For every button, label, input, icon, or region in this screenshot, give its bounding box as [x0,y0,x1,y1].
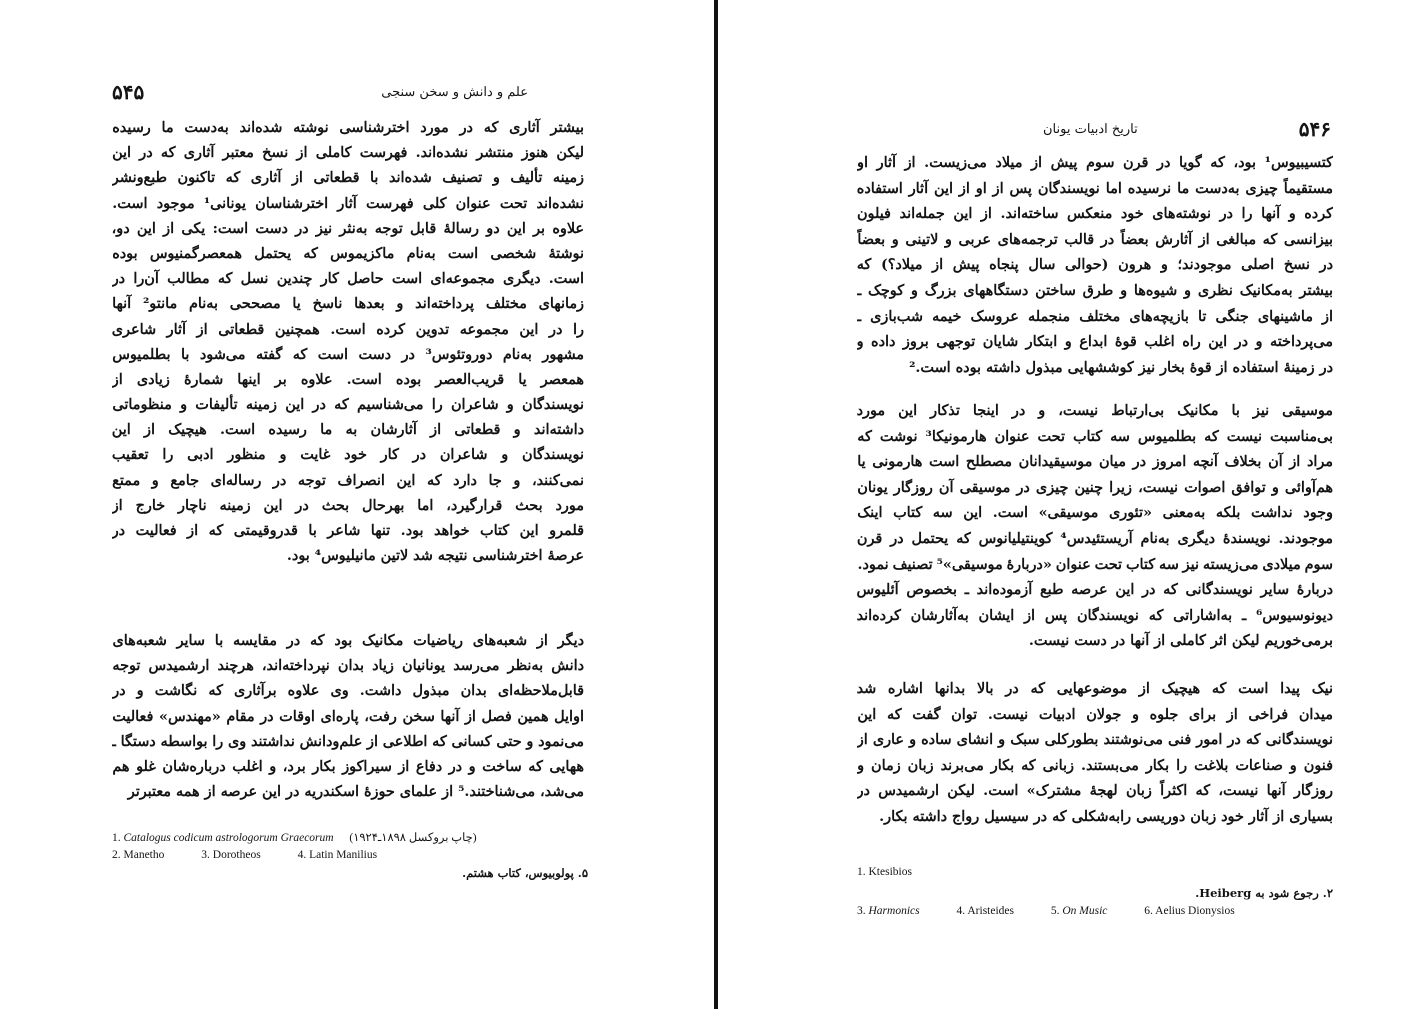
text-line: نویسندگان و شاعران در کار خود غایت و منظور ادبی را تعقیب [112,446,584,464]
right-paragraph-1 [857,150,1333,380]
footnote-latin-title: Catalogus codicum astrologorum Graecorum [123,832,334,844]
text-line: مستقیماً چیزی به‌دست ما نرسیده اما نویسندگان پس از او از این آثار استفاده [857,179,1333,197]
left-header [112,80,582,104]
text-line: وجود نداشت بلکه به‌معنی «تئوری موسیقی» است. این سه کتاب اینک [857,504,1333,522]
text-line: زمینه تألیف و تصنیف شده‌اند با قطعاتی از آثاری که تاکنون طبع‌ونشر [112,169,584,187]
footnote-4: 4. Latin Manilius [297,849,378,861]
right-page [719,0,1427,1009]
right-footnote-2: ۲. رجوع شود به Heiberg. [1195,886,1333,900]
text-line: قلمرو این کتاب خواهد بود. تنها شاعر با قدروقیمتی که از فعالیت در [112,522,584,539]
text-line: در زمینهٔ استفاده از قوهٔ بخار نیز کوششهایی مبذول داشته بوده است.² [909,358,1333,376]
text-line: مشهور به‌نام دوروتئوس³ در دست است که گفته می‌شود با بطلمیوس [112,345,584,363]
text-line: در نسخ اصلی موجودند؛ و هرون (حوالی سال پنجاه پیش از میلاد؟) که [857,256,1333,274]
text-line: دانش به‌نظر می‌رسد یونانیان زیاد بدان نپرداخته‌اند، هرچند ارشمیدس توجه [112,657,584,675]
left-paragraph-2 [112,628,584,804]
running-title: تاریخ ادبیات یونان [1043,122,1138,137]
footnote-edition: (چاپ بروکسل ۱۸۹۸ـ۱۹۲۴) [349,832,477,844]
left-footnote-5: ۵. پولوبیوس، کتاب هشتم. [462,866,588,880]
text-line: داشته‌اند و قطعاتی از آثارشان به ما رسیده است. هیچیک از این [112,421,584,439]
text-line: زمانهای مختلف پرداخته‌اند و بعدها ناسخ یا مصححی به‌نام مانتو² آنها [112,295,584,313]
text-line: همعصر یا قریب‌العصر بوده است. علاوه بر اینها شمارهٔ زیادی از [112,370,584,388]
text-line: نویسندگان و شاعران را می‌شناسیم که در این زمینه تألیفات و منظوماتی [112,396,584,414]
text-line: می‌نمود و حتی کسانی که اطلاعی از علم‌ودانش نداشتند وی را بواسطه دستگا ـ [112,732,584,750]
footnote-6: 6. Aelius Dionysios [1144,905,1235,917]
footnote-5-number: 5. [1050,905,1060,917]
text-line: لیکن هنوز منتشر نشده‌اند. فهرست کاملی از نسخ معتبر آثاری که در این [112,144,584,162]
text-line: می‌شد، می‌شناختند.⁵ از علمای حوزهٔ اسکندریه در این عرصه از همه معتبرتر [127,783,584,801]
text-line: موسیقی نیز با مکانیک بی‌ارتباط نیست، و در اینجا تذکار این مورد [857,402,1333,419]
right-header [857,117,1331,141]
right-footnote-1: 1. Ktesibios [857,866,912,878]
text-line: روزگار آنها نیست، که اکثراً زبان لهجهٔ مشترک» است. لیکن ارشمیدس در [857,782,1333,800]
text-line: عرصهٔ اخترشناسی نتیجه شد لاتین مانیلیوس⁴ بود. [286,547,584,565]
text-line: ههایی که ساخت و در دفاع از سیراکوز بکار برد، و اغلب درباره‌شان غلو هم [112,757,584,775]
text-line: نیک پیدا است که هیچیک از موضوعهایی که در بالا بدانها اشاره شد [857,680,1333,697]
text-line: کرده و آنها را در نوشته‌های خود منعکس ساخته‌اند. از این جمله‌اند فیلون [857,205,1333,223]
text-line: می‌پرداخته و در این راه اغلب قوهٔ ابداع و ابتکار شایان توجهی بروز داده و [857,333,1333,351]
right-paragraph-2 [857,398,1333,654]
text-line: از ماشینهای جنگی تا بازیچه‌های مختلف منجمله عروسک خیمه شب‌بازی ـ [857,307,1333,325]
page-number: ۵۴۵ [112,80,145,104]
text-line: موجودند. نویسندهٔ دیگری به‌نام آریستئیدس⁴ کوینتیلیانوس که یحتمل در قرن [857,529,1333,547]
footnote-5-title: On Music [1062,905,1108,917]
text-line: بسیاری از آثار خود زبان دوریسی رابه‌شکلی که در سیسیل رواج داشته بکار. [879,807,1333,825]
text-line: دیونوسیوس⁶ ـ به‌اشاراتی که نویسندگان پس از ایشان به‌آثارشان کرده‌اند [857,606,1333,624]
footnote-2: 2. Manetho [112,849,165,861]
text-line: هم‌آوائی و توافق اصوات نیست، زیرا چنین چیزی در موسیقی آن روزگار یونان [857,478,1333,496]
text-line: را در این مجموعه تدوین کرده است. همچنین قطعاتی از آثار شاعری [112,320,584,338]
left-paragraph-1 [112,115,584,568]
text-line: نشده‌اند تحت عنوان کلی فهرست آثار اخترشناسان یونانی¹ موجود است. [112,194,584,212]
right-footnote-row-3 [857,905,1235,917]
text-line: سوم میلادی می‌زیسته نیز سه کتاب تحت عنوان «دربارهٔ موسیقی»⁵ تصنیف نمود. [857,555,1333,573]
footnote-3-title: Harmonics [868,905,920,917]
book-gutter [714,0,718,1009]
text-line: مورد بحث قرارگیرد، اما بهرحال بحث در این زمینه ناچار خارج از [112,496,584,514]
text-line: بیزانسی که مبالغی از آثارش بعضاً در قالب ترجمه‌های عربی و لاتینی و بعضاً [857,230,1333,248]
text-line: بیشتر به‌مکانیک نظری و شیوه‌ها و طرق ساختن دستگاههای بزرگ و کوچک ـ [857,281,1333,299]
footnote-4: 4. Aristeides [956,905,1014,917]
text-line: اوایل همین فصل از آنها سخن رفت، پاره‌ای اوقات در مقام «مهندس» فعالیت [112,707,584,725]
footnote-3: 3. Dorotheos [201,849,261,861]
text-line: بیشتر آثاری که در مورد اخترشناسی نوشته شده‌اند به‌دست ما رسیده [112,119,584,136]
text-line: کتسیبیوس¹ بود، که گویا در قرن سوم پیش از میلاد می‌زیست. از آثار او [857,154,1333,171]
text-line: دیگر از شعبه‌های ریاضیات مکانیک بود که در مقایسه با سایر شعبه‌های [112,632,584,649]
text-line: نوشتهٔ شخصی است به‌نام ماکزیموس که یحتمل همعصرگمنیوس بوده [112,244,584,262]
text-line: نمی‌کنند، و جا دارد که این انصراف توجه در رساله‌ای جامع و ممتع [112,471,584,489]
text-line: بی‌مناسبت نیست که بطلمیوس سه کتاب تحت عنوان هارمونیکا³ نوشت که [857,427,1333,445]
right-paragraph-3 [857,676,1333,830]
running-title: علم و دانش و سخن سنجی [381,85,528,100]
text-line: دربارهٔ سایر نویسندگانی که در این عرصه طبع آزموده‌اند ـ بخصوص آئلیوس [857,581,1333,599]
text-line: علاوه بر این دو رسالهٔ قابل توجه به‌نثر نیز در دست است: یکی از این دو، [112,219,584,237]
text-line: میدان فراخی از برای جلوه و جولان ادبیات نیست. توان گفت که این [857,705,1333,723]
text-line: قابل‌ملاحظه‌ای بدان مبذول داشت. وی علاوه برآثاری که نگاشت و در [112,682,584,700]
footnote-3-number: 3. [857,905,866,917]
text-line: مراد از آن بخلاف آنچه امروز در میان موسیقیدانان مصطلح است هارمونی یا [857,453,1333,471]
text-line: نویسندگانی که در امور فنی می‌نوشتند بطورکلی سبک و انشای ساده و عاری از [857,731,1333,749]
left-footnote-row-2 [112,849,377,861]
text-line: برمی‌خوریم لیکن اثر کاملی از آنها در دست نیست. [1028,632,1333,650]
left-footnote-1: 1. Catalogus codicum astrologorum Graecorum (چاپ بروکسل ۱۸۹۸ـ۱۹۲۴) [112,832,477,844]
text-line: است. دیگری مجموعه‌ای است حاصل کار چندین نسل که مطالب آن‌را در [112,270,584,288]
text-line: فنون و صناعات بلاغت را بکار می‌بستند. زبانی که بکار می‌برند زبان زمان و [857,756,1333,774]
page-number: ۵۴۶ [1298,117,1331,141]
